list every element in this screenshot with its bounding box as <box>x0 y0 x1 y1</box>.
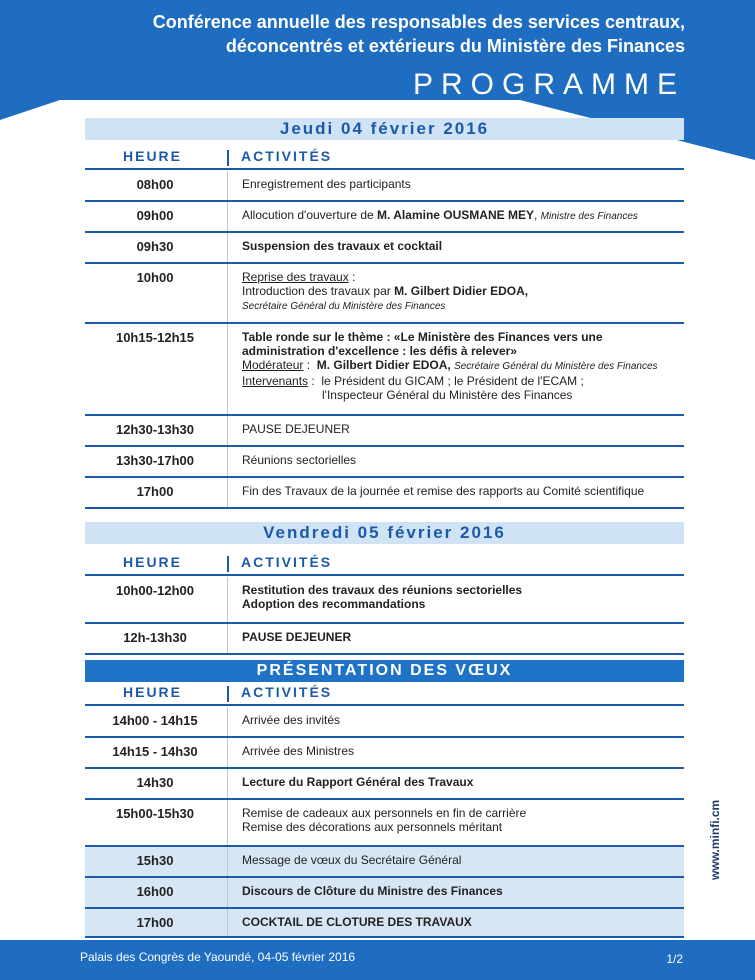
row-time: 17h00 <box>136 484 174 499</box>
column-divider <box>227 738 228 767</box>
row-activity: Enregistrement des participants <box>242 177 411 191</box>
table-row <box>85 577 684 624</box>
row-time: 12h-13h30 <box>123 630 187 645</box>
row-time: 17h00 <box>136 915 174 930</box>
row-time: 12h30-13h30 <box>115 422 195 437</box>
row-activity <box>242 583 678 611</box>
activites-header: ACTIVITÉS <box>241 684 333 700</box>
table-row <box>85 707 684 738</box>
table-row <box>85 264 684 324</box>
row-time: 14h15 - 14h30 <box>112 744 198 759</box>
activity-prefix: Allocution d'ouverture de <box>242 208 378 222</box>
row-time: 10h00-12h00 <box>115 583 195 598</box>
table-row <box>85 800 684 847</box>
column-divider <box>227 847 228 876</box>
row-time: 10h00 <box>136 270 174 285</box>
column-divider <box>227 577 228 622</box>
voeux-section-title: PRÉSENTATION DES VŒUX <box>85 660 684 682</box>
row-time: 14h00 - 14h15 <box>112 713 198 728</box>
row-activity: Message de vœux du Secrétaire Général <box>242 853 462 867</box>
table-row <box>85 909 684 938</box>
moderator-role: Secrétaire Général du Ministère des Finances <box>454 361 658 372</box>
header-divider <box>227 150 229 166</box>
table-row <box>85 202 684 233</box>
column-divider <box>227 478 228 507</box>
footer-bar <box>0 940 755 980</box>
page-number: 1/2 <box>666 952 683 966</box>
activites-header: ACTIVITÉS <box>241 148 333 164</box>
row-activity: Allocution d'ouverture de M. Alamine OUSMANE MEY, Ministre des Finances <box>242 208 638 222</box>
column-divider <box>227 233 228 262</box>
day2-title: Vendredi 05 février 2016 <box>85 522 684 544</box>
row-time: 15h00-15h30 <box>115 806 195 821</box>
row-time: 08h00 <box>136 177 174 192</box>
heure-header: HEURE <box>123 684 183 700</box>
row-activity: Discours de Clôture du Ministre des Finances <box>242 884 503 898</box>
moderator-name: M. Gilbert Didier EDOA, <box>316 358 451 372</box>
row-activity: Suspension des travaux et cocktail <box>242 239 443 253</box>
roundtable-line2: administration d'excellence : les défis à relever» <box>242 344 517 358</box>
row-activity: Lecture du Rapport Général des Travaux <box>242 775 474 789</box>
column-divider <box>227 171 228 200</box>
speaker-name: M. Gilbert Didier EDOA, <box>394 284 529 298</box>
row-activity: Arrivée des invités <box>242 713 341 727</box>
table-row <box>85 233 684 264</box>
column-divider <box>227 416 228 445</box>
row-time: 09h00 <box>136 208 174 223</box>
table-row <box>85 416 684 447</box>
row-activity: Table ronde sur le thème : «Le Ministère des Finances vers une administration d'excellence : les défis à relever» Modérateur : M. Gilbert Didier EDOA, Secrétaire Général du Ministère des Finances Intervenants : le Président du GICAM ; le Président de l'ECAM ; l'Inspecteur Général du Ministère des Finances <box>242 330 658 402</box>
activity-line2: Remise des décorations aux personnels méritant <box>242 820 503 834</box>
row-activity: PAUSE DEJEUNER <box>242 630 352 644</box>
venue-text: Palais des Congrès de Yaoundé, 04-05 février 2016 <box>80 950 356 964</box>
row-activity: PAUSE DEJEUNER <box>242 422 350 436</box>
day1-column-header <box>85 148 684 168</box>
activity-line1: Remise de cadeaux aux personnels en fin de carrière <box>242 806 527 820</box>
conference-title-line1: Conférence annuelle des responsables des services centraux, <box>152 12 685 32</box>
day1-title: Jeudi 04 février 2016 <box>85 118 684 140</box>
heure-header: HEURE <box>123 554 183 570</box>
moderator-label: Modérateur <box>242 358 304 372</box>
heure-header: HEURE <box>123 148 183 164</box>
column-divider <box>227 447 228 476</box>
speaker-role: Ministre des Finances <box>540 211 638 222</box>
row-time: 16h00 <box>136 884 174 899</box>
speakers-label: Intervenants <box>242 374 309 388</box>
row-time: 13h30-17h00 <box>115 453 195 468</box>
programme-title: PROGRAMME <box>412 68 685 101</box>
row-activity: Fin des Travaux de la journée et remise des rapports au Comité scientifique <box>242 484 645 498</box>
table-row <box>85 171 684 202</box>
table-row <box>85 478 684 509</box>
table-row <box>85 324 684 416</box>
speakers-line1: le Président du GICAM ; le Président de l'ECAM ; <box>321 374 584 388</box>
column-divider <box>227 324 228 414</box>
table-row <box>85 769 684 800</box>
activites-header: ACTIVITÉS <box>241 554 333 570</box>
resume-label: Reprise des travaux <box>242 270 349 284</box>
column-divider <box>227 202 228 231</box>
table-row <box>85 624 684 655</box>
table-row <box>85 447 684 478</box>
table-row <box>85 847 684 878</box>
row-activity <box>242 806 678 834</box>
row-activity: Reprise des travaux : Introduction des travaux par M. Gilbert Didier EDOA, Secrétaire Général du Ministère des Finances <box>242 270 529 312</box>
column-divider <box>227 909 228 936</box>
row-activity: Réunions sectorielles <box>242 453 357 467</box>
column-divider <box>227 264 228 322</box>
speaker-name: M. Alamine OUSMANE MEY <box>377 208 534 222</box>
table-row <box>85 738 684 769</box>
header-rule <box>85 168 684 170</box>
column-divider <box>227 624 228 653</box>
row-time: 14h30 <box>136 775 174 790</box>
table-row <box>85 878 684 909</box>
column-divider <box>227 800 228 845</box>
speakers-line2: l'Inspecteur Général du Ministère des Finances <box>322 388 573 402</box>
header-rule <box>85 704 684 706</box>
header-rule <box>85 574 684 576</box>
roundtable-line1: Table ronde sur le thème : «Le Ministère des Finances vers une <box>242 330 603 344</box>
column-divider <box>227 878 228 907</box>
speaker-role: Secrétaire Général du Ministère des Finances <box>242 301 446 312</box>
column-divider <box>227 707 228 736</box>
row-time: 10h15-12h15 <box>115 330 195 345</box>
column-divider <box>227 769 228 798</box>
section3-column-header <box>85 684 684 704</box>
header-divider <box>227 556 229 572</box>
row-activity: COCKTAIL DE CLOTURE DES TRAVAUX <box>242 915 472 929</box>
header-divider <box>227 686 229 702</box>
activity-line2: Adoption des recommandations <box>242 597 426 611</box>
website-url: www.minfi.cm <box>708 799 722 880</box>
row-time: 09h30 <box>136 239 174 254</box>
intro-text: Introduction des travaux par <box>242 284 391 298</box>
activity-line1: Restitution des travaux des réunions sectorielles <box>242 583 523 597</box>
day2-column-header <box>85 554 684 574</box>
row-activity: Arrivée des Ministres <box>242 744 355 758</box>
conference-title-line2: déconcentrés et extérieurs du Ministère des Finances <box>225 36 685 56</box>
row-time: 15h30 <box>136 853 174 868</box>
